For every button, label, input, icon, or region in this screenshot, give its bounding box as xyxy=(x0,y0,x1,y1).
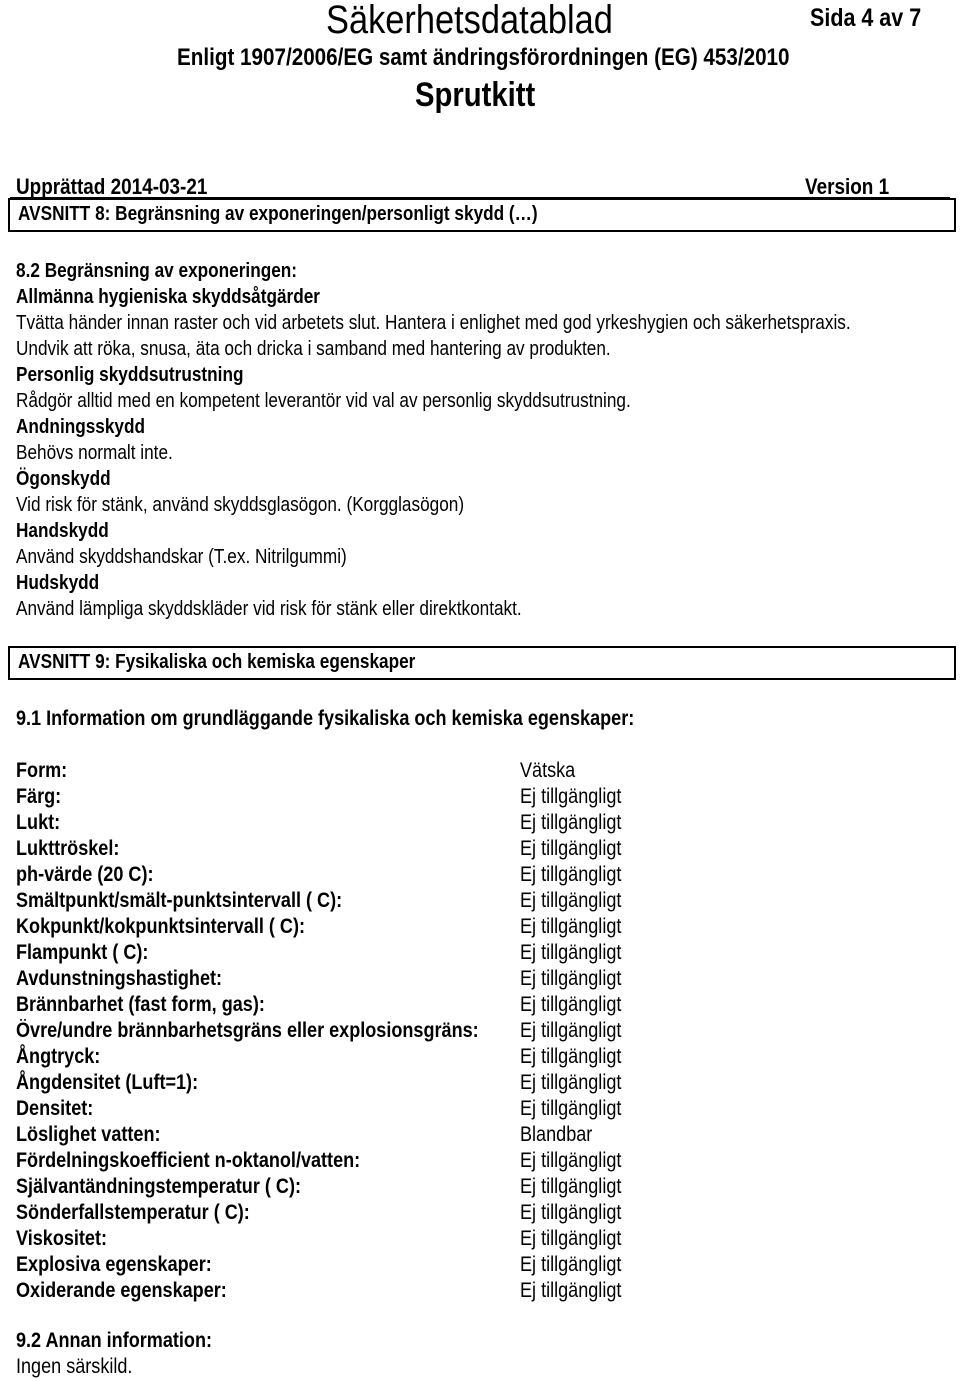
property-label: Lukt: xyxy=(16,811,61,834)
property-value: Ej tillgängligt xyxy=(520,1253,622,1276)
hygiene-heading: Allmänna hygieniska skyddsåtgärder xyxy=(16,286,320,308)
hygiene-text-1: Tvätta händer innan raster och vid arbetets slut. Hantera i enlighet med god yrkeshygien och säkerhetspraxis. xyxy=(16,312,851,334)
property-value: Ej tillgängligt xyxy=(520,1201,622,1224)
ppe-text: Rådgör alltid med en kompetent leverantör vid val av personlig skyddsutrustning. xyxy=(16,390,631,412)
property-value: Blandbar xyxy=(520,1123,593,1146)
property-value: Ej tillgängligt xyxy=(520,1149,622,1172)
other-information-text: Ingen särskild. xyxy=(16,1355,133,1378)
property-value: Ej tillgängligt xyxy=(520,1097,622,1120)
property-label: Självantändningstemperatur ( C): xyxy=(16,1175,301,1198)
property-label: Ångtryck: xyxy=(16,1045,101,1068)
property-label: Sönderfallstemperatur ( C): xyxy=(16,1201,250,1224)
property-label: Flampunkt ( C): xyxy=(16,941,149,964)
hand-protection-heading: Handskydd xyxy=(16,520,109,542)
property-label: Oxiderande egenskaper: xyxy=(16,1279,227,1302)
property-value: Ej tillgängligt xyxy=(520,1071,622,1094)
section-8-heading: AVSNITT 8: Begränsning av exponeringen/personligt skydd (…) xyxy=(18,203,538,225)
property-value: Ej tillgängligt xyxy=(520,863,622,886)
property-value: Ej tillgängligt xyxy=(520,1045,622,1068)
respiratory-text: Behövs normalt inte. xyxy=(16,442,173,464)
property-value: Ej tillgängligt xyxy=(520,993,622,1016)
regulation-subtitle: Enligt 1907/2006/EG samt ändringsförordningen (EG) 453/2010 xyxy=(177,44,790,71)
ppe-heading: Personlig skyddsutrustning xyxy=(16,364,244,386)
version-label: Version 1 xyxy=(805,174,890,199)
property-label: Färg: xyxy=(16,785,62,808)
property-label: Kokpunkt/kokpunktsintervall ( C): xyxy=(16,915,305,938)
property-value: Ej tillgängligt xyxy=(520,915,622,938)
property-label: Viskositet: xyxy=(16,1227,108,1250)
property-label: Densitet: xyxy=(16,1097,94,1120)
section-9-2-heading: 9.2 Annan information: xyxy=(16,1329,212,1352)
section-8-2-heading: 8.2 Begränsning av exponeringen: xyxy=(16,260,298,282)
property-label: Explosiva egenskaper: xyxy=(16,1253,212,1276)
property-value: Ej tillgängligt xyxy=(520,1175,622,1198)
property-value: Ej tillgängligt xyxy=(520,1227,622,1250)
property-label: Avdunstningshastighet: xyxy=(16,967,223,990)
section-9-1-heading: 9.1 Information om grundläggande fysikaliska och kemiska egenskaper: xyxy=(16,707,635,730)
property-label: Ångdensitet (Luft=1): xyxy=(16,1071,199,1094)
property-label: Övre/undre brännbarhetsgräns eller explosionsgräns: xyxy=(16,1019,479,1042)
property-label: Smältpunkt/smält-punktsintervall ( C): xyxy=(16,889,343,912)
property-value: Ej tillgängligt xyxy=(520,785,622,808)
eye-protection-heading: Ögonskydd xyxy=(16,468,111,490)
created-date: Upprättad 2014-03-21 xyxy=(16,174,208,199)
property-label: Form: xyxy=(16,759,68,782)
property-value: Vätska xyxy=(520,759,576,782)
property-value: Ej tillgängligt xyxy=(520,941,622,964)
respiratory-heading: Andningsskydd xyxy=(16,416,146,438)
property-label: Löslighet vatten: xyxy=(16,1123,161,1146)
property-label: Lukttröskel: xyxy=(16,837,120,860)
property-value: Ej tillgängligt xyxy=(520,837,622,860)
document-title: Säkerhetsdatablad xyxy=(326,0,613,42)
hygiene-text-2: Undvik att röka, snusa, äta och dricka i samband med hantering av produkten. xyxy=(16,338,611,360)
section-9-heading-box xyxy=(8,646,956,680)
eye-protection-text: Vid risk för stänk, använd skyddsglasögon. (Korgglasögon) xyxy=(16,494,465,516)
property-label: Fördelningskoefficient n-oktanol/vatten: xyxy=(16,1149,361,1172)
section-8-heading-box xyxy=(8,198,956,232)
property-value: Ej tillgängligt xyxy=(520,889,622,912)
property-value: Ej tillgängligt xyxy=(520,1019,622,1042)
property-value: Ej tillgängligt xyxy=(520,967,622,990)
section-9-heading: AVSNITT 9: Fysikaliska och kemiska egenskaper xyxy=(18,651,416,673)
property-value: Ej tillgängligt xyxy=(520,1279,622,1302)
product-name: Sprutkitt xyxy=(415,76,536,114)
skin-protection-heading: Hudskydd xyxy=(16,572,100,594)
property-label: ph-värde (20 C): xyxy=(16,863,154,886)
property-label: Brännbarhet (fast form, gas): xyxy=(16,993,265,1016)
property-value: Ej tillgängligt xyxy=(520,811,622,834)
page-number: Sida 4 av 7 xyxy=(810,4,922,32)
skin-protection-text: Använd lämpliga skyddskläder vid risk för stänk eller direktkontakt. xyxy=(16,598,522,620)
hand-protection-text: Använd skyddshandskar (T.ex. Nitrilgummi) xyxy=(16,546,347,568)
